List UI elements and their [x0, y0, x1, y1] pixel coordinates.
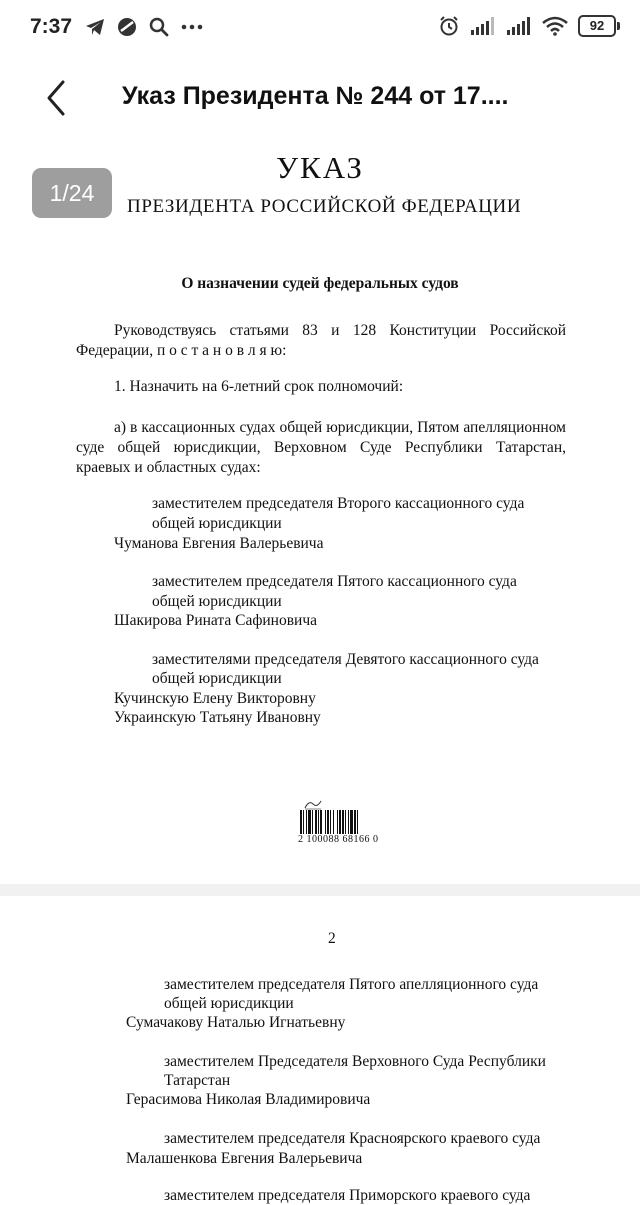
search-icon [148, 16, 170, 38]
signal-icon-1 [470, 16, 496, 36]
decree-item-1: 1. Назначить на 6-летний срок полномочий: [114, 378, 404, 395]
position-line: заместителем председателя Приморского краевого суда [164, 1187, 531, 1204]
appointee-name: Украинскую Татьяну Ивановну [114, 709, 321, 726]
decree-subheading: ПРЕЗИДЕНТА РОССИЙСКОЙ ФЕДЕРАЦИИ [127, 196, 522, 217]
barcode-number: 2 100088 68166 0 [298, 834, 379, 845]
decree-subject: О назначении судей федеральных судов [181, 275, 459, 292]
page-indicator-badge: 1/24 [32, 168, 112, 218]
alarm-icon [438, 15, 460, 37]
appointee-name: Кучинскую Елену Викторовну [114, 690, 316, 707]
page-number: 2 [328, 930, 336, 947]
position-line: заместителем председателя Пятого апелляционного суда [164, 976, 539, 993]
wifi-icon [542, 16, 568, 36]
barcode-icon [300, 810, 376, 834]
position-line: заместителем председателя Пятого кассационного суда [152, 573, 517, 590]
position-line: общей юрисдикции [152, 593, 282, 610]
position-line: общей юрисдикции [152, 670, 282, 687]
document-title: Указ Президента № 244 от 17.... [122, 82, 509, 110]
vpn-globe-icon [116, 16, 138, 38]
position-line: заместителем председателя Красноярского краевого суда [164, 1130, 541, 1147]
app-header [0, 58, 640, 138]
appointee-name: Малашенкова Евгения Валерьевича [126, 1150, 363, 1167]
position-line: заместителем Председателя Верховного Суда Республики [164, 1053, 546, 1070]
appointee-name: Герасимова Николая Владимировича [126, 1091, 371, 1108]
more-notifications-icon [180, 16, 204, 38]
appointee-name: Шакирова Рината Сафиновича [114, 612, 318, 629]
decree-heading: УКАЗ [276, 150, 364, 185]
telegram-icon [84, 16, 106, 38]
battery-icon: 92 [578, 15, 616, 37]
position-line: заместителями председателя Девятого кассационного суда [152, 651, 539, 668]
page-separator [0, 884, 640, 896]
status-right-icons [438, 15, 616, 37]
signal-icon-2 [506, 16, 532, 36]
position-line: общей юрисдикции [164, 995, 294, 1012]
status-bar [0, 0, 640, 58]
decree-item-a: а) в кассационных судах общей юрисдикции, Пятом апелляционном суде общей юрисдикции, Верховном Суде Республики Татарстан, краевых и областных судах: [76, 419, 566, 476]
back-button[interactable] [36, 76, 80, 120]
position-line: общей юрисдикции [152, 515, 282, 532]
appointee-name: Сумачакову Наталью Игнатьевну [126, 1014, 346, 1031]
chevron-left-icon [36, 76, 80, 120]
appointee-name: Чуманова Евгения Валерьевича [114, 535, 324, 552]
status-left-icons [84, 16, 204, 38]
decree-preamble: Руководствуясь статьями 83 и 128 Конституции Российской Федерации, п о с т а н о в л я ю: [76, 322, 566, 359]
status-time: 7:37 [30, 15, 73, 38]
position-line: заместителем председателя Второго кассационного суда [152, 495, 525, 512]
position-line: Татарстан [164, 1072, 231, 1089]
